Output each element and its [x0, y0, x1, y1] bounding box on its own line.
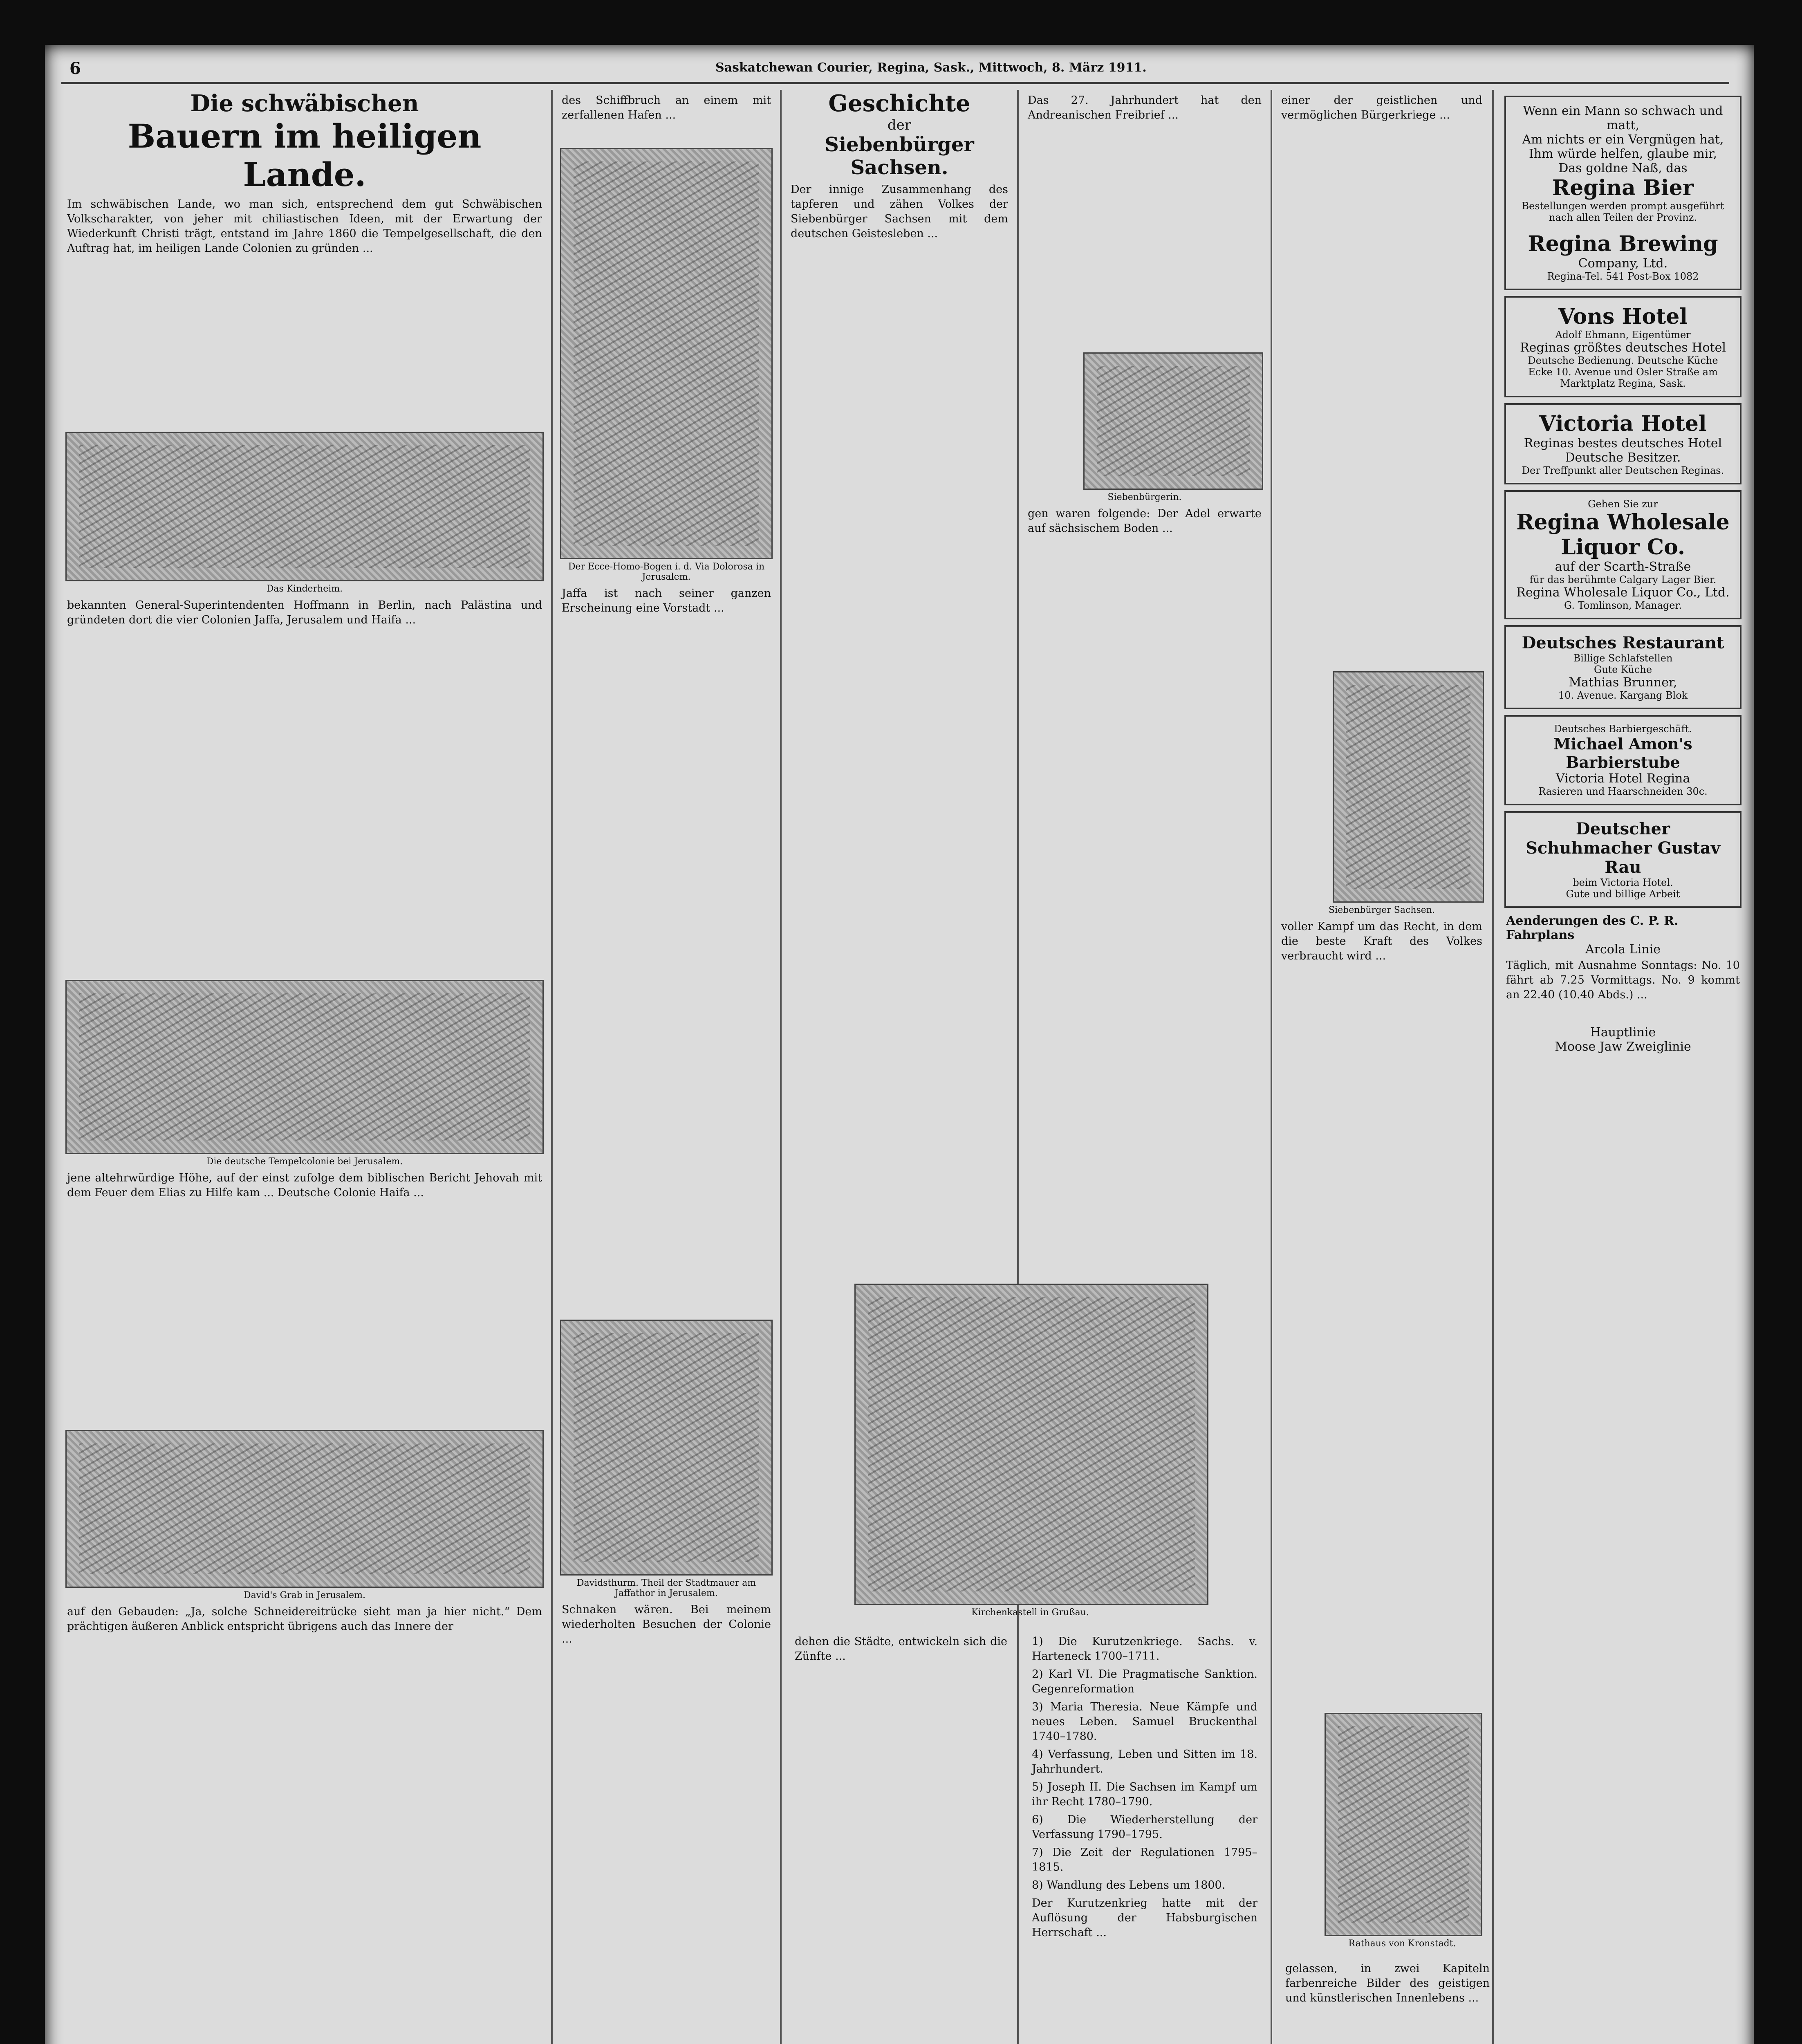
figure-caption: Kirchenkastell in Grußau. [971, 1607, 1089, 1618]
ad-brand: Deutscher Schuhmacher Gustav Rau [1525, 819, 1720, 877]
column-rule [1017, 90, 1019, 2044]
article-text: voller Kampf um das Recht, in dem die beste Kraft des Volkes verbraucht wird ... [1281, 920, 1482, 962]
ad-address: 10. Avenue. Kargang Blok [1558, 690, 1688, 701]
figure-caption: Rathaus von Kronstadt. [1348, 1939, 1456, 1949]
ad-text: beim Victoria Hotel. [1573, 877, 1673, 888]
column-rule [1492, 90, 1494, 2044]
ad-text: für das berühmte Calgary Lager Bier. [1529, 574, 1717, 585]
list-item: 8) Wandlung des Lebens um 1800. [1032, 1879, 1226, 1892]
figure-caption: David's Grab in Jerusalem. [244, 1590, 365, 1600]
ad-text: Bestellungen werden prompt ausgeführt nach allen Teilen der Provinz. [1522, 200, 1724, 223]
article-kicker: Die schwäbischen [190, 90, 419, 117]
article-text: einer der geistlichen und vermöglichen Bürgerkriege ... [1281, 94, 1482, 121]
ad-text: Victoria Hotel Regina [1555, 771, 1690, 786]
ad-text: Reginas bestes deutsches Hotel [1524, 436, 1722, 450]
ad-text: Billige Schlafstellen [1573, 652, 1673, 664]
article-kicker: Geschichte [828, 90, 970, 117]
ad-company: Regina Brewing [1528, 231, 1718, 256]
ad-text: Das goldne Naß, das [1558, 161, 1688, 175]
illustration-davidsthurm [560, 1320, 773, 1576]
article-text: auf den Gebauden: „Ja, solche Schneidereitrücke sieht man ja hier nicht.“ Dem prächtigen äußeren Anblick entspricht übrigens auch das Innere der [67, 1605, 542, 1633]
illustration-siebenbuergerin [1083, 352, 1263, 490]
ad-text: Reginas größtes deutsches Hotel [1520, 341, 1726, 355]
ad-regina-bier [1504, 96, 1741, 290]
ad-brand: Vons Hotel [1558, 304, 1688, 329]
ad-text: Gute und billige Arbeit [1566, 888, 1680, 900]
ad-wholesale-liquor [1504, 490, 1741, 619]
article-continuation [556, 90, 777, 2044]
list-item: 2) Karl VI. Die Pragmatische Sanktion. Gegenreformation [1032, 1668, 1257, 1695]
chapter-list [1026, 1631, 1263, 2044]
article-text: Jaffa ist nach seiner ganzen Erscheinung eine Vorstadt ... [562, 587, 771, 614]
ad-text: Am nichts er ein Vergnügen hat, [1522, 132, 1724, 147]
ad-contact: Regina-Tel. 541 Post-Box 1082 [1547, 271, 1699, 282]
article-text: gen waren folgende: Der Adel erwarte auf sächsischem Boden ... [1028, 507, 1262, 535]
ad-text: Wenn ein Mann so schwach und matt, [1523, 104, 1723, 132]
illustration-sachsen-figures [1333, 671, 1484, 903]
list-item: 7) Die Zeit der Regulationen 1795–1815. [1032, 1846, 1257, 1874]
column-rule [551, 90, 553, 2044]
figure-caption: Davidsthurm. Theil der Stadtmauer am Jaffathor in Jerusalem. [576, 1578, 756, 1598]
ad-address: Ecke 10. Avenue und Osler Straße am Marktplatz Regina, Sask. [1528, 366, 1718, 389]
article-text: gelassen, in zwei Kapiteln farbenreiche Bilder des geistigen und künstlerischen Innenlebens ... [1285, 1962, 1490, 2004]
newspaper-page [45, 45, 1754, 2044]
masthead-line: Saskatchewan Courier, Regina, Sask., Mittwoch, 8. März 1911. [715, 61, 1147, 75]
illustration-kinderheim [65, 432, 544, 581]
ad-text: Mathias Brunner, [1569, 675, 1677, 690]
ad-text: Gute Küche [1594, 664, 1652, 675]
ad-brand: Regina Bier [1552, 175, 1694, 200]
ad-text: Adolf Ehmann, Eigentümer [1555, 329, 1691, 341]
timetable-section: Moose Jaw Zweiglinie [1555, 1040, 1691, 1054]
column-rule [1271, 90, 1272, 2044]
ad-victoria-hotel [1504, 403, 1741, 484]
ad-text: Gehen Sie zur [1588, 498, 1658, 510]
article-text: Das 27. Jahrhundert hat den Andreanischen Freibrief ... [1028, 94, 1262, 121]
ad-text: Der Treffpunkt aller Deutschen Reginas. [1522, 465, 1724, 476]
article-text: Schnaken wären. Bei meinem wiederholten Besuchen der Colonie ... [562, 1603, 771, 1645]
illustration-kirchenkastell [854, 1284, 1208, 1605]
illustration-davids-grab [65, 1430, 544, 1588]
timetable-section: Hauptlinie [1590, 1025, 1656, 1040]
ad-brand: Victoria Hotel [1539, 411, 1707, 436]
illustration-rathaus-kronstadt [1325, 1713, 1482, 1936]
ad-vons-hotel [1504, 296, 1741, 397]
ad-text: Deutsche Bedienung. Deutsche Küche [1528, 355, 1718, 366]
article-text: Im schwäbischen Lande, wo man sich, entsprechend dem gut Schwäbischen Volkscharakter, von jeher mit chiliastischen Ideen, mit der Erwartung der Wiederkunft Christi trägt, entstand im Jahre 1860 die Tempelgesellschaft, die den Auftrag hat, im heiligen Lande Colonien zu gründen ... [67, 198, 542, 255]
article-text: bekannten General-Superintendenten Hoffmann in Berlin, nach Palästina und gründeten dort die vier Colonien Jaffa, Jerusalem und Haifa ... [67, 599, 542, 626]
article-schwaebische-bauern [61, 90, 548, 2044]
ad-text: G. Tomlinson, Manager. [1564, 600, 1682, 611]
ad-text: Deutsches Barbiergeschäft. [1554, 723, 1692, 735]
article-text: des Schiffbruch an einem mit zerfallenen Hafen ... [562, 94, 771, 121]
figure-caption: Siebenbürger Sachsen. [1329, 905, 1435, 915]
ad-schuhmacher [1504, 811, 1741, 908]
article-text: jene altehrwürdige Höhe, auf der einst zufolge dem biblischen Bericht Jehovah mit dem Feuer dem Elias zu Hilfe kam ... Deutsche Colonie Haifa ... [67, 1172, 542, 1199]
article-sub: der [887, 117, 912, 133]
ad-brand: Regina Wholesale Liquor Co. [1516, 510, 1730, 560]
ad-text: Rasieren und Haarschneiden 30c. [1538, 786, 1708, 797]
list-item: 3) Maria Theresia. Neue Kämpfe und neues Leben. Samuel Bruckenthal 1740–1780. [1032, 1701, 1257, 1743]
article-text: Der innige Zusammenhang des tapferen und zähen Volkes der Siebenbürger Sachsen mit dem deutschen Geistesleben ... [791, 183, 1008, 240]
ad-text: Deutsche Besitzer. [1565, 450, 1681, 465]
figure-caption: Das Kinderheim. [266, 584, 343, 594]
illustration-tempelcolonie [65, 980, 544, 1154]
figure-caption: Der Ecce-Homo-Bogen i. d. Via Dolorosa in Jerusalem. [568, 562, 765, 582]
illustration-ecce-homo-bogen [560, 148, 773, 559]
ad-company: Regina Wholesale Liquor Co., Ltd. [1516, 585, 1730, 600]
page-number: 6 [69, 59, 81, 78]
ad-company: Company, Ltd. [1578, 256, 1668, 271]
ad-brand: Deutsches Restaurant [1522, 633, 1724, 652]
list-item: 1) Die Kurutzenkriege. Sachs. v. Harteneck 1700–1711. [1032, 1635, 1257, 1663]
railway-timetable [1506, 914, 1740, 1054]
ad-barbierstube [1504, 715, 1741, 805]
ad-brand: Michael Amon's Barbierstube [1553, 735, 1692, 771]
figure-caption: Siebenbürgerin. [1107, 492, 1182, 502]
list-item: 4) Verfassung, Leben und Sitten im 18. Jahrhundert. [1032, 1748, 1257, 1775]
article-text: Der Kurutzenkrieg hatte mit der Auflösung der Habsburgischen Herrschaft ... [1032, 1897, 1257, 1939]
column-rule [780, 90, 782, 2044]
article-headline: Bauern im heiligen Lande. [128, 117, 482, 194]
timetable-section: Arcola Linie [1585, 942, 1661, 957]
advertisements-column [1500, 90, 1746, 2044]
ad-text: Ihm würde helfen, glaube mir, [1529, 147, 1717, 161]
article-text: dehen die Städte, entwickeln sich die Zünfte ... [795, 1635, 1007, 1663]
article-headline: Siebenbürger Sachsen. [825, 133, 974, 179]
list-item: 6) Die Wiederherstellung der Verfassung 1790–1795. [1032, 1813, 1257, 1841]
list-item: 5) Joseph II. Die Sachsen im Kampf um ihr Recht 1780–1790. [1032, 1781, 1257, 1808]
ad-deutsches-restaurant [1504, 625, 1741, 709]
figure-caption: Die deutsche Tempelcolonie bei Jerusalem. [206, 1156, 403, 1167]
timetable-title: Aenderungen des C. P. R. Fahrplans [1506, 914, 1679, 942]
page-header [61, 53, 1729, 84]
timetable-text: Täglich, mit Ausnahme Sonntags: No. 10 fährt ab 7.25 Vormittags. No. 9 kommt an 22.40 (10.40 Abds.) ... [1506, 959, 1740, 1001]
ad-text: auf der Scarth-Straße [1555, 560, 1691, 574]
